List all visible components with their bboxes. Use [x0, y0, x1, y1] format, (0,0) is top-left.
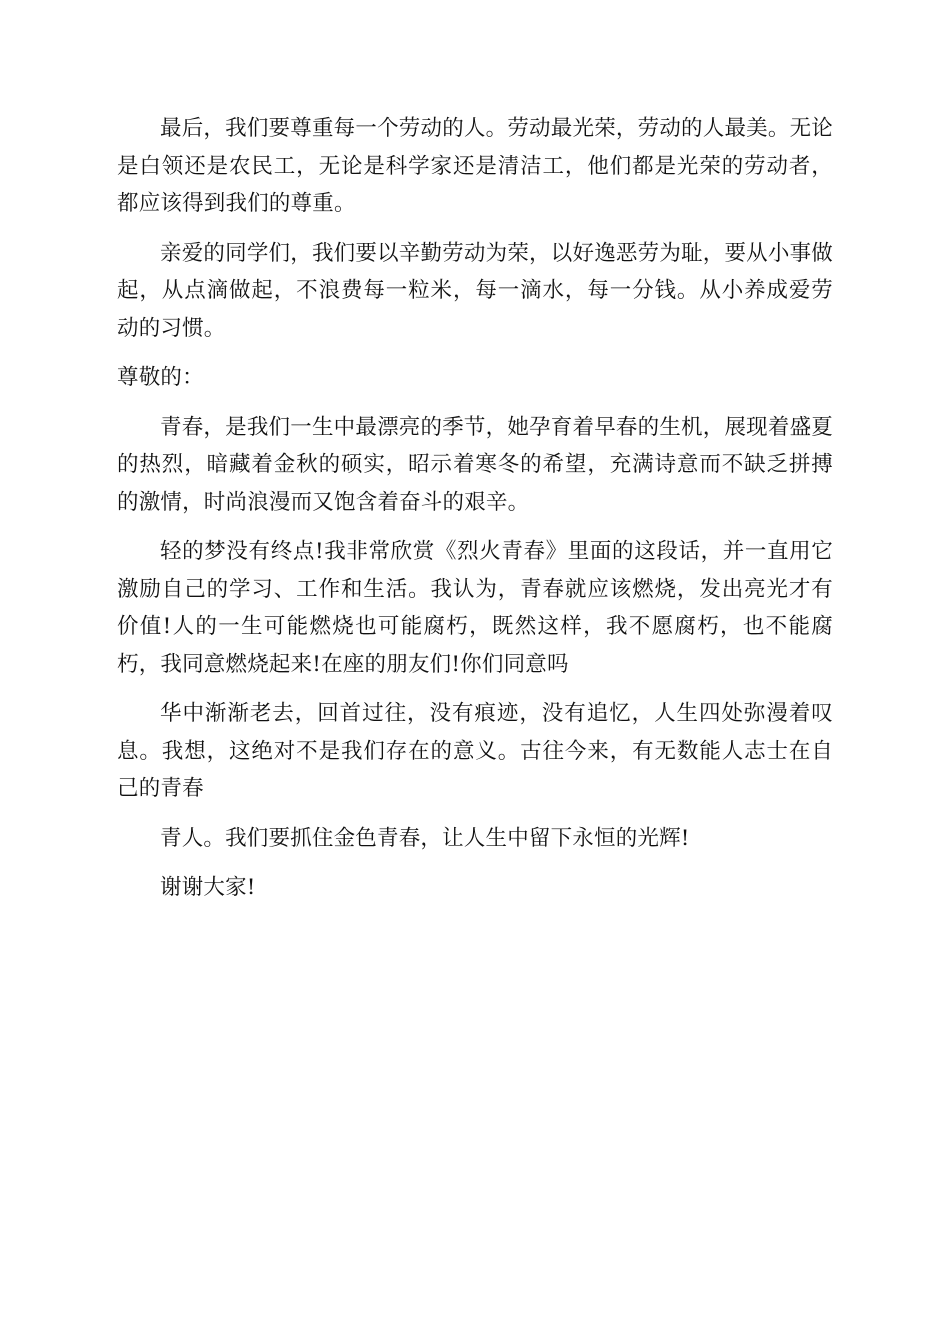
- paragraph-youth-season: 青春，是我们一生中最漂亮的季节，她孕育着早春的生机，展现着盛夏的热烈，暗藏着金秋的硕实，昭示着寒冬的希望，充满诗意而不缺乏拼搏的激情，时尚浪漫而又饱含着奋斗的艰辛。: [117, 414, 833, 515]
- salutation: 尊敬的：: [117, 365, 204, 390]
- document-body: [117, 110, 833, 919]
- paragraph-time-passing: 华中渐渐老去，回首过往，没有痕迹，没有追忆，人生四处弥漫着叹息。我想，这绝对不是我们存在的意义。古往今来，有无数能人志士在自己的青春: [117, 701, 833, 801]
- paragraph-respect-labor: 最后，我们要尊重每一个劳动的人。劳动最光荣，劳动的人最美。无论是白领还是农民工，无论是科学家还是清洁工，他们都是光荣的劳动者，都应该得到我们的尊重。: [117, 116, 833, 216]
- paragraph-dear-students: 亲爱的同学们，我们要以辛勤劳动为荣，以好逸恶劳为耻，要从小事做起，从点滴做起，不浪费每一粒米，每一滴水，每一分钱。从小养成爱劳动的习惯。: [117, 240, 833, 341]
- paragraph-golden-youth: 青人。我们要抓住金色青春，让人生中留下永恒的光辉!: [160, 825, 690, 851]
- closing-thanks: 谢谢大家!: [160, 875, 256, 900]
- paragraph-youth-dream: 轻的梦没有终点!我非常欣赏《烈火青春》里面的这段话，并一直用它激励自己的学习、工作和生活。我认为，青春就应该燃烧，发出亮光才有价值!人的一生可能燃烧也可能腐朽，既然这样，我不愿腐朽，也不能腐朽，我同意燃烧起来!在座的朋友们!你们同意吗: [117, 539, 833, 677]
